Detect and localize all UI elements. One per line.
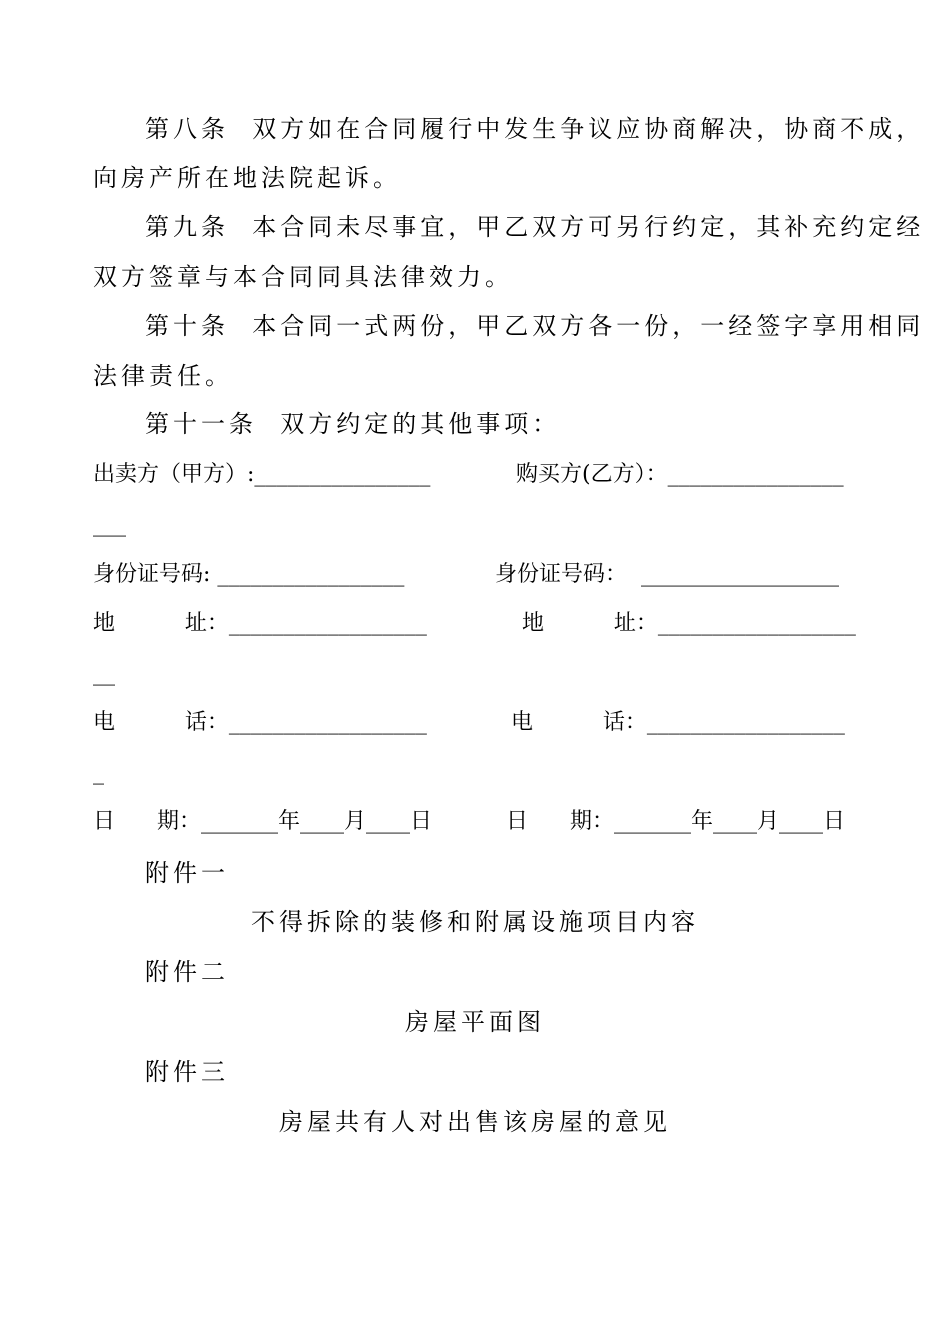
article-9-line-2: 双方签章与本合同同具法律效力。 — [93, 263, 513, 291]
article-9-line-1: 第九条 本合同未尽事宜，甲乙双方可另行约定，其补充约定经 — [145, 213, 925, 241]
annex-3-label: 附件三 — [145, 1058, 229, 1086]
buyer-date: 日 期：_______年____月____日 — [506, 809, 845, 834]
annex-1-title: 不得拆除的装修和附属设施项目内容 — [251, 908, 699, 936]
buyer-label: 购买方(乙方）：________________ — [516, 462, 844, 487]
article-8-line-2: 向房产所在地法院起诉。 — [93, 164, 401, 192]
article-10-line-1: 第十条 本合同一式两份，甲乙双方各一份，一经签字享用相同 — [145, 312, 925, 340]
article-8-line-1: 第八条 双方如在合同履行中发生争议应协商解决，协商不成， — [145, 115, 925, 143]
annex-2-label: 附件二 — [145, 958, 229, 986]
address-line-continuation: __ — [93, 661, 115, 686]
annex-1-label: 附件一 — [145, 859, 229, 887]
phone-line-continuation: _ — [93, 760, 104, 785]
seller-label: 出卖方（甲方）:________________ — [93, 462, 431, 487]
seller-id-number: 身份证号码: _________________ — [93, 562, 405, 587]
seller-date: 日 期：_______年____月____日 — [93, 809, 432, 834]
buyer-id-number: 身份证号码： __________________ — [495, 562, 839, 587]
annex-3-title: 房屋共有人对出售该房屋的意见 — [279, 1108, 671, 1136]
buyer-address: 地 址：__________________ — [522, 611, 856, 636]
seller-phone: 电 话：__________________ — [93, 710, 427, 735]
article-11: 第十一条 双方约定的其他事项： — [145, 410, 561, 438]
seller-address: 地 址：__________________ — [93, 611, 427, 636]
annex-2-title: 房屋平面图 — [405, 1008, 545, 1036]
buyer-line-continuation: ___ — [93, 512, 126, 537]
article-10-line-2: 法律责任。 — [93, 362, 233, 390]
buyer-phone: 电 话：__________________ — [511, 710, 845, 735]
